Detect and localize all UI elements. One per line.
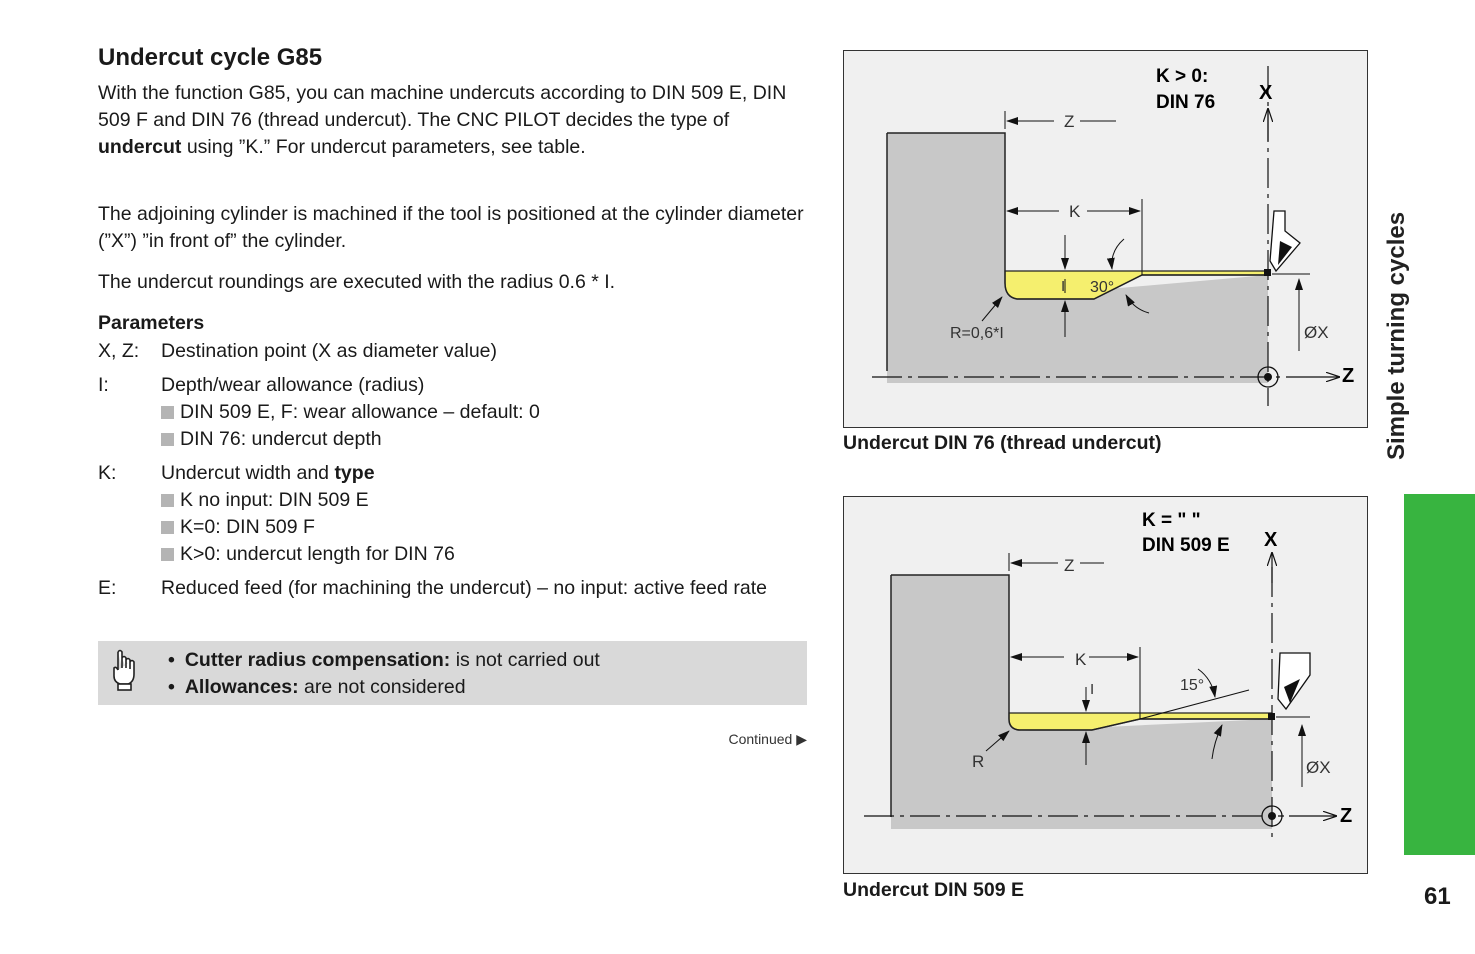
angle-label: 15° xyxy=(1180,677,1205,694)
note-item: • Allowances: are not considered xyxy=(168,674,600,701)
axis-z-label: Z xyxy=(1340,805,1353,827)
square-bullet-icon xyxy=(161,494,174,507)
dim-i-label: I xyxy=(1061,278,1066,295)
page-number: 61 xyxy=(1424,883,1451,910)
note-list xyxy=(168,647,600,701)
workpiece-shape xyxy=(887,133,1268,383)
square-bullet-icon xyxy=(161,548,174,561)
diameter-label: ØX xyxy=(1306,758,1331,777)
note-item: • Cutter radius compensation: is not carried out xyxy=(168,647,600,674)
parameter-desc xyxy=(161,372,798,453)
parameter-key: X, Z: xyxy=(98,340,140,362)
axis-x-label: X xyxy=(1259,82,1273,104)
label-k-line1: K = " " xyxy=(1142,510,1201,531)
diameter-label: ØX xyxy=(1304,323,1329,342)
label-k-line1: K > 0: xyxy=(1156,66,1209,87)
angle-label: 30° xyxy=(1090,279,1115,296)
parameter-k xyxy=(98,460,798,568)
bullet-item: DIN 509 E, F: wear allowance – default: 0 xyxy=(161,399,798,426)
parameter-xz xyxy=(98,338,798,365)
figure-din509e-drawing xyxy=(844,497,1367,873)
parameter-desc-text: Undercut width and type xyxy=(161,462,375,484)
parameters-heading: Parameters xyxy=(98,312,205,334)
parameter-list xyxy=(98,338,798,609)
square-bullet-icon xyxy=(161,406,174,419)
parameter-key: E: xyxy=(98,577,117,599)
dim-z-label: Z xyxy=(1064,556,1075,575)
radius-label: R xyxy=(972,752,985,771)
intro-paragraph-1: With the function G85, you can machine undercuts according to DIN 509 E, DIN 509 F and DIN 76 (thread undercut). The CNC PILOT decides the type of undercut using ”K.” For undercut parameters, see table. xyxy=(98,82,787,158)
figure-din76-caption: Undercut DIN 76 (thread undercut) xyxy=(843,432,1162,454)
parameter-desc: Destination point (X as diameter value) xyxy=(161,340,498,362)
hand-pointing-icon xyxy=(106,648,142,692)
parameter-desc-text: Depth/wear allowance (radius) xyxy=(161,374,425,396)
axis-x-label: X xyxy=(1264,529,1278,551)
bullet-item: K no input: DIN 509 E xyxy=(161,487,798,514)
label-k-line2: DIN 509 E xyxy=(1142,535,1230,556)
square-bullet-icon xyxy=(161,521,174,534)
figure-din76-drawing xyxy=(844,51,1367,427)
dim-z-label: Z xyxy=(1064,112,1075,131)
bullet-item: K>0: undercut length for DIN 76 xyxy=(161,541,798,568)
triangle-right-icon: ▶ xyxy=(796,731,807,747)
parameter-i xyxy=(98,372,798,453)
parameter-e xyxy=(98,575,798,602)
intro-paragraph-3: The undercut roundings are executed with the radius 0.6 * I. xyxy=(98,271,616,293)
parameter-desc xyxy=(161,460,798,568)
dim-k-label: K xyxy=(1075,650,1087,669)
square-bullet-icon xyxy=(161,433,174,446)
figure-din76 xyxy=(843,50,1368,428)
section-title: Simple turning cycles xyxy=(1383,211,1410,460)
intro-paragraph-2: The adjoining cylinder is machined if the tool is positioned at the cylinder diameter (”X”) ”in front of” the cylinder. xyxy=(98,203,804,252)
radius-label: R=0,6*I xyxy=(950,325,1004,342)
bullet-item: K=0: DIN 509 F xyxy=(161,514,798,541)
label-k-line2: DIN 76 xyxy=(1156,92,1216,113)
dim-i-label: I xyxy=(1090,681,1095,698)
parameter-key: K: xyxy=(98,462,117,484)
parameter-key: I: xyxy=(98,374,109,396)
section-color-bar xyxy=(1404,494,1475,855)
page-title: Undercut cycle G85 xyxy=(98,44,323,71)
axis-z-label: Z xyxy=(1342,365,1355,387)
parameter-desc: Reduced feed (for machining the undercut) – no input: active feed rate xyxy=(161,577,767,599)
note-box xyxy=(98,641,807,705)
bullet-item: DIN 76: undercut depth xyxy=(161,426,798,453)
figure-din509e-caption: Undercut DIN 509 E xyxy=(843,879,1024,901)
dim-k-label: K xyxy=(1069,202,1081,221)
figure-din509e xyxy=(843,496,1368,874)
continued-link[interactable]: Continued ▶ xyxy=(728,731,807,747)
